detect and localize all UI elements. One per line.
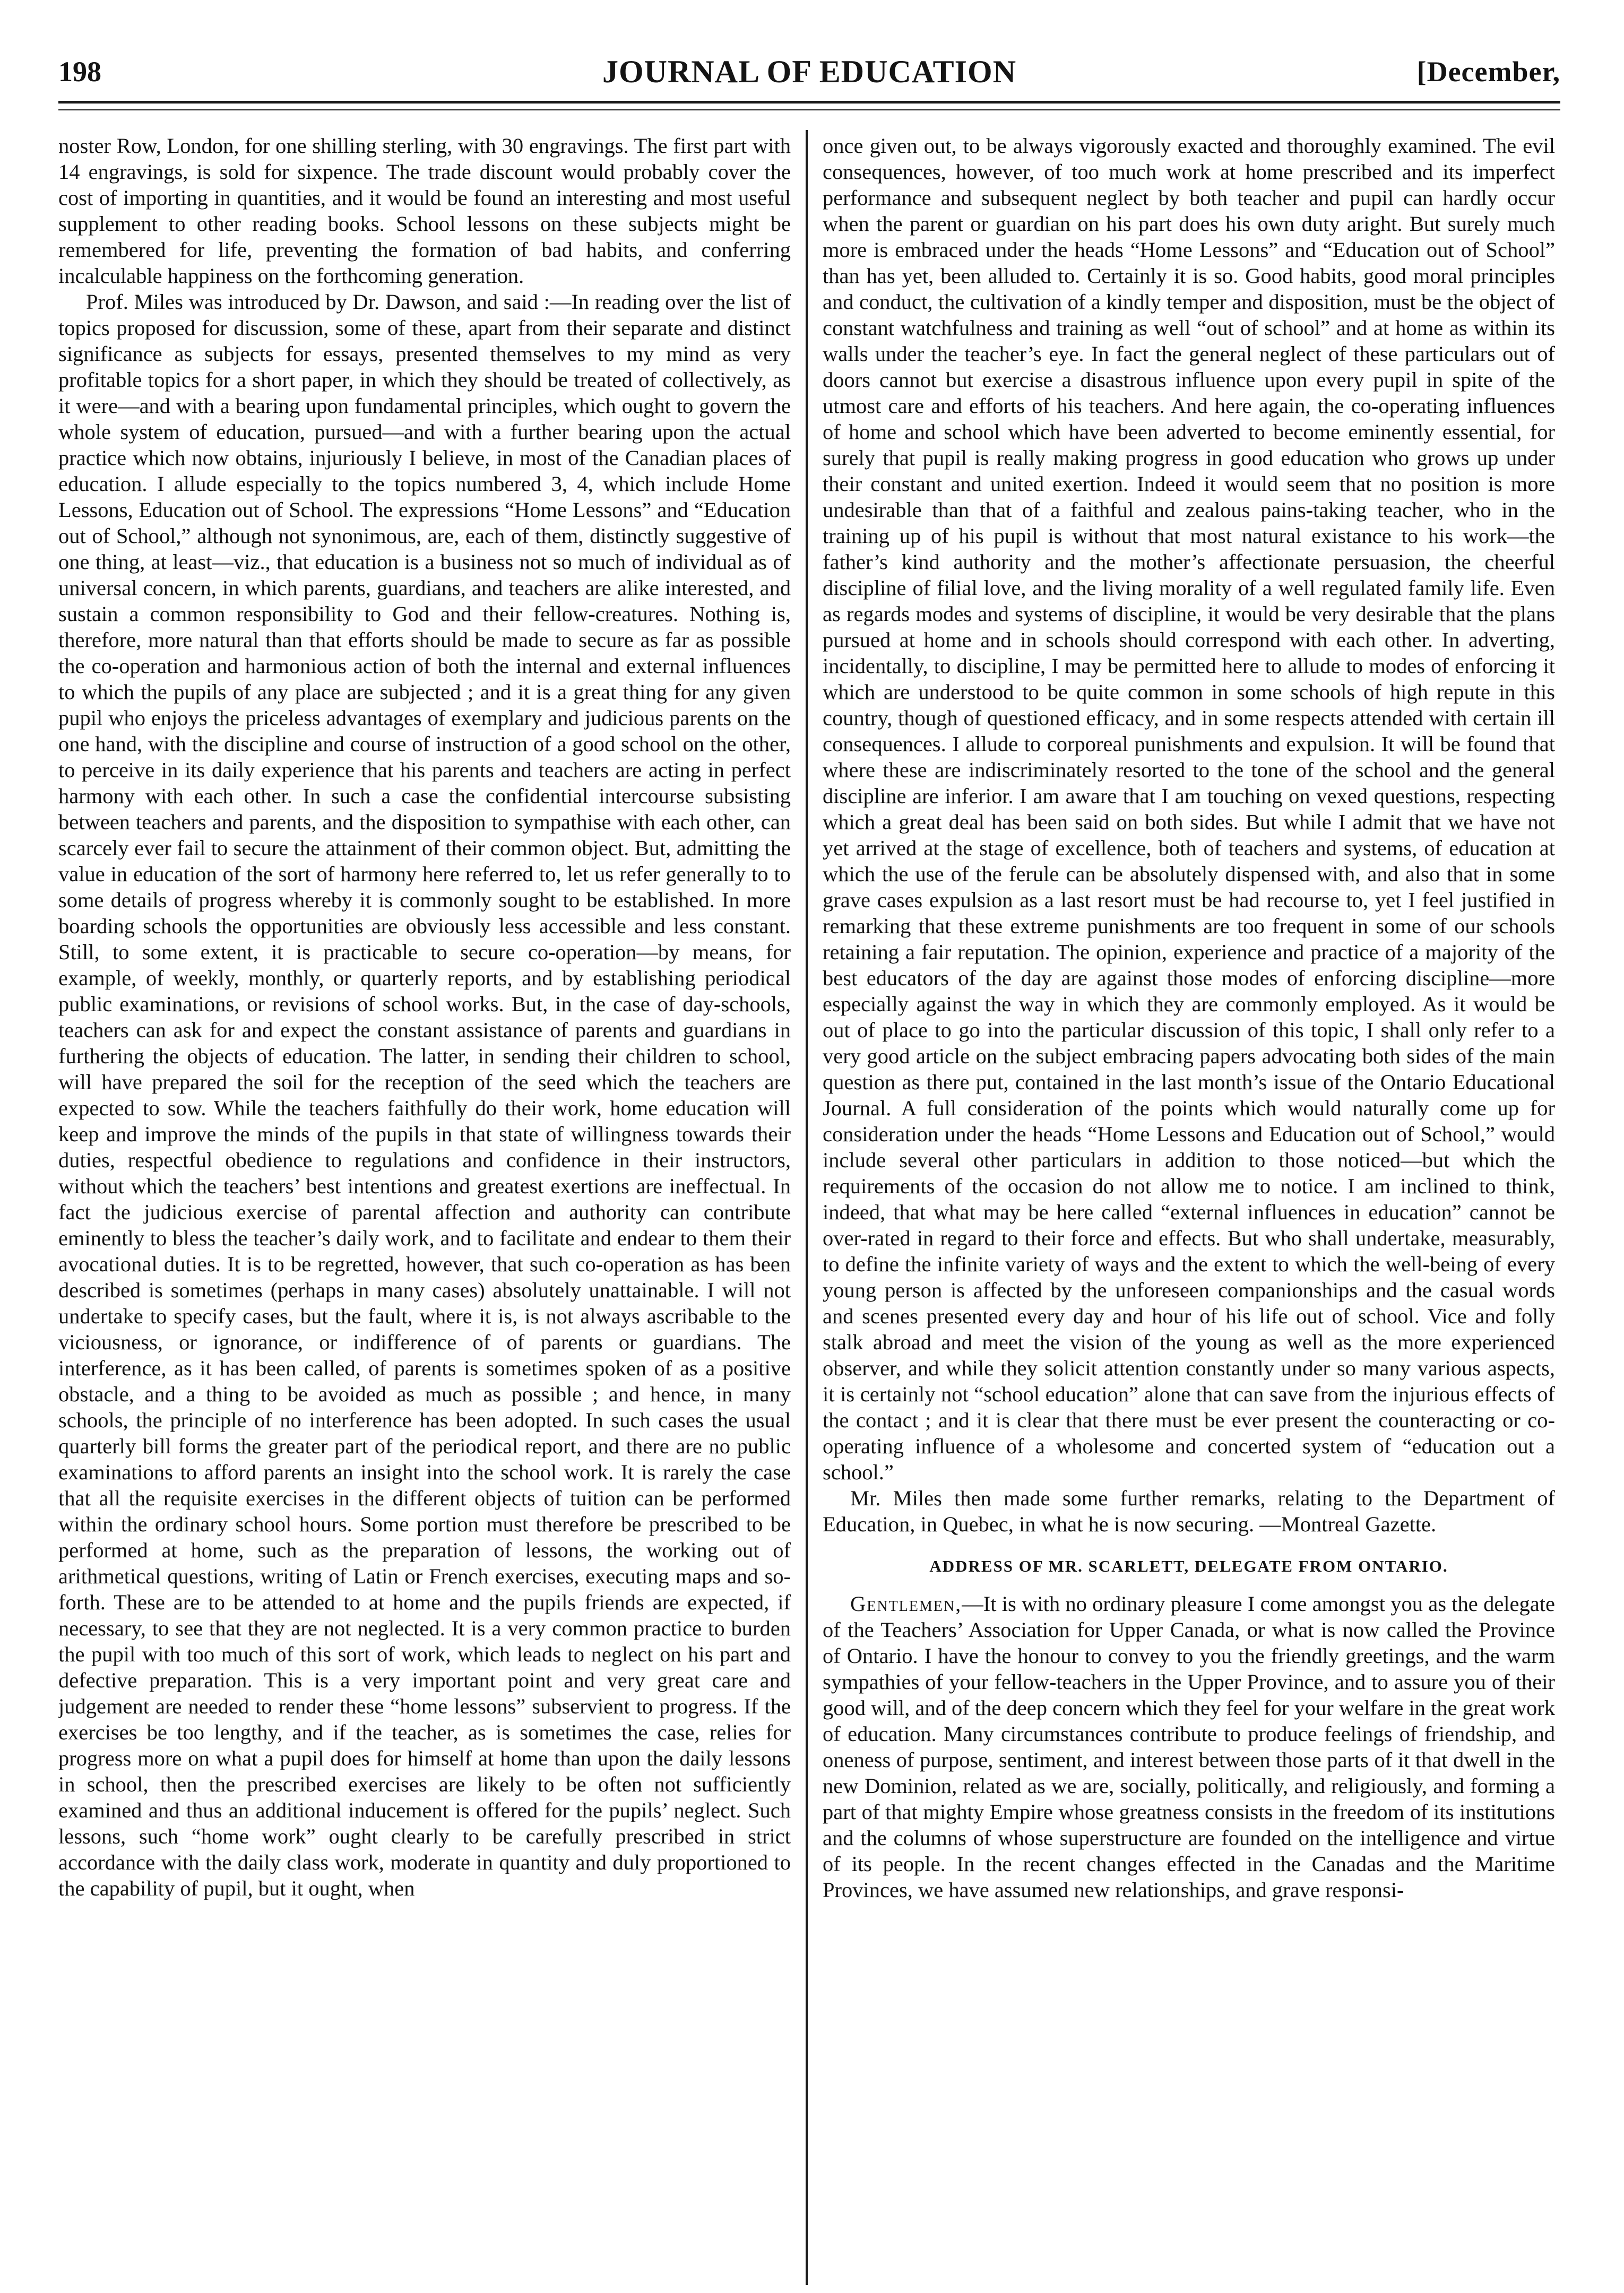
header-date: [December,	[1416, 56, 1560, 88]
page-number: 198	[58, 56, 101, 88]
header-rule-top	[58, 101, 1560, 104]
header-rule-bottom	[58, 109, 1560, 110]
right-paragraph-3-body: —It is with no ordinary pleasure I come amongst you as the delegate of the Teachers’ Association for Upper Canada, or what is now called the Province of Ontario. I have the honour to convey to you the friendly greetings, and the warm sympathies of your fellow-teachers in the Upper Province, and to assure you of their good will, and of the deep concern which they feel for your welfare in the great work of education. Many circumstances contribute to produce feelings of friendship, and oneness of purpose, sentiment, and interest between those parts of it that dwell in the new Dominion, related as we are, socially, politically, and religiously, and forming a part of that mighty Empire whose greatness consists in the freedom of its institutions and the columns of whose superstructure are founded on the intelligence and virtue of its people. In the recent changes effected in the Canadas and the Maritime Provinces, we have assumed new relationships, and grave responsi-	[823, 1592, 1555, 1902]
right-paragraph-1: once given out, to be always vigorously exacted and thoroughly examined. The evil consequences, however, of too much work at home prescribed and its imperfect performance and subsequent neglect by both teacher and pupil can hardly occur when the parent or guardian on his part does his own duty aright. But surely much more is embraced under the heads “Home Lessons” and “Education out of School” than has yet, been alluded to. Certainly it is so. Good habits, good moral principles and conduct, the cultivation of a kindly temper and disposition, must be the object of constant watchfulness and training as well “out of school” and at home as within its walls under the teacher’s eye. In fact the general neglect of these particulars out of doors cannot but exercise a disastrous influence upon every pupil in spite of the utmost care and efforts of his teachers. And here again, the co-operating influences of home and school which have been adverted to become eminently essential, for surely that pupil is really making progress in good education who grows up under their constant and united exertion. Indeed it would seem that no position is more undesirable than that of a faithful and zealous pains-taking teacher, who in the training up of his pupil is without that most natural existance to his work—the father’s kind authority and the mother’s affectionate persuasion, the cheerful discipline of filial love, and the living morality of a well regulated family life. Even as regards modes and systems of discipline, it would be very desirable that the plans pursued at home and in schools should correspond with each other. In adverting, incidentally, to discipline, I may be permitted here to allude to modes of enforcing it which are understood to be quite common in some schools of high repute in this country, though of questioned efficacy, and in some respects attended with certain ill consequences. I allude to corporeal punishments and expulsion. It will be found that where these are indiscriminately resorted to the tone of the school and the general discipline are inferior. I am aware that I am touching on vexed questions, respecting which a great deal has been said on both sides. But while I admit that we have not yet arrived at the stage of excellence, both of teachers and systems, of education at which the use of the ferule can be absolutely dispensed with, and also that in some grave cases expulsion as a last resort must be had recourse to, yet I feel justified in remarking that these extreme punishments are too frequent in some of our schools retaining a fair reputation. The opinion, experience and practice of a majority of the best educators of the day are against those modes of enforcing discipline—more especially against the way in which they are commonly employed. As it would be out of place to go into the particular discussion of this topic, I shall only refer to a very good article on the subject embracing papers advocating both sides of the main question as there put, contained in the last month’s issue of the Ontario Educational Journal. A full consideration of the points which would naturally come up for consideration under the heads “Home Lessons and Education out of School,” would include several other particulars in addition to those noticed—but which the requirements of the occasion do not allow me to notice. I am inclined to think, indeed, that what may be here called “external influences in education” cannot be over-rated in regard to their force and effects. But who shall undertake, measurably, to define the infinite variety of ways and the extent to which the well-being of every young person is affected by the unforeseen companionships and the casual words and scenes presented every day and hour of his life out of school. Vice and folly stalk abroad and meet the vision of the young as well as the more experienced observer, and while they solicit attention constantly under so many various aspects, it is certainly not “school education” alone that can save from the injurious effects of the contact ; and it is clear that there must be ever present the counteracting or co-operating influence of a wholesome and concerted system of “education out a school.”	[823, 134, 1555, 1484]
running-title: JOURNAL OF EDUCATION	[602, 54, 1017, 89]
left-column	[58, 133, 791, 2277]
section-heading: ADDRESS OF MR. SCARLETT, DELEGATE FROM ONTARIO.	[929, 1557, 1448, 1575]
right-column	[823, 133, 1555, 2277]
right-paragraph-2: Mr. Miles then made some further remarks, relating to the Department of Education, in Quebec, in what he is now securing. —Montreal Gazette.	[823, 1486, 1555, 1536]
page-header	[58, 50, 1560, 93]
left-paragraph-1: noster Row, London, for one shilling sterling, with 30 engravings. The first part with 14 engravings, is sold for sixpence. The trade discount would probably cover the cost of importing in quantities, and it would be found an interesting and most useful supplement to other reading books. School lessons on these subjects might be remembered for life, preventing the formation of bad habits, and conferring incalculable happiness on the forthcoming generation.	[58, 134, 791, 288]
left-paragraph-2: Prof. Miles was introduced by Dr. Dawson, and said :—In reading over the list of topics proposed for discussion, some of these, apart from their separate and distinct significance as subjects for essays, presented themselves to my mind as very profitable topics for a short paper, in which they should be treated of collectively, as it were—and with a bearing upon fundamental principles, which ought to govern the whole system of education, pursued—and with a further bearing upon the actual practice which now obtains, injuriously I believe, in most of the Canadian places of education. I allude especially to the topics numbered 3, 4, which include Home Lessons, Education out of School. The expressions “Home Lessons” and “Education out of School,” although not synonimous, are, each of them, distinctly suggestive of one thing, at least—viz., that education is a business not so much of individual as of universal concern, in which parents, guardians, and teachers are alike interested, and sustain a common responsibility to God and their fellow-creatures. Nothing is, therefore, more natural than that efforts should be made to secure as far as possible the co-operation and harmonious action of both the internal and external influences to which the pupils of any place are subjected ; and it is a great thing for any given pupil who enjoys the priceless advantages of exemplary and judicious parents on the one hand, with the discipline and course of instruction of a good school on the other, to perceive in its daily experience that his parents and teachers are acting in perfect harmony with each other. In such a case the confidential intercourse subsisting between teachers and parents, and the disposition to sympathise with each other, can scarcely ever fail to secure the attainment of their common object. But, admitting the value in education of the sort of harmony here referred to, let us refer generally to to some details of progress whereby it is commonly sought to be established. In more boarding schools the opportunities are obviously less accessible and less constant. Still, to some extent, it is practicable to secure co-operation—by means, for example, of weekly, monthly, or quarterly reports, and by establishing periodical public examinations, or revisions of school works. But, in the case of day-schools, teachers can ask for and expect the constant assistance of parents and guardians in furthering the objects of education. The latter, in sending their children to school, will have prepared the soil for the reception of the seed which the teachers are expected to sow. While the teachers faithfully do their work, home education will keep and improve the minds of the pupils in that state of willingness towards their duties, respectful obedience to regulations and confidence in their instructors, without which the teachers’ best intentions and greatest exertions are ineffectual. In fact the judicious exercise of parental affection and authority can contribute eminently to bless the teacher’s daily work, and to facilitate and endear to them their avocational duties. It is to be regretted, however, that such co-operation as has been described is sometimes (perhaps in many cases) absolutely unattainable. I will not undertake to specify cases, but the fault, where it is, is not always ascribable to the viciousness, or ignorance, or indifference of of parents or guardians. The interference, as it has been called, of parents is sometimes spoken of as a positive obstacle, and a thing to be avoided as much as possible ; and hence, in many schools, the principle of no interference has been adopted. In such cases the usual quarterly bill forms the greater part of the periodical report, and there are no public examinations to afford parents an insight into the school work. It is rarely the case that all the requisite exercises in the different objects of tuition can be performed within the ordinary school hours. Some portion must therefore be prescribed to be performed at home, such as the preparation of lessons, the working out of arithmetical questions, writing of Latin or French exercises, executing maps and so-forth. These are to be attended to at home and the pupils friends are expected, if necessary, to see that they are not neglected. It is a very common practice to burden the pupil with too much of this sort of work, which leads to neglect on his part and defective preparation. This is a very important point and very great care and judgement are needed to render these “home lessons” subservient to progress. If the exercises be too lengthy, and if the teacher, as is sometimes the case, relies for progress more on what a pupil does for himself at home than upon the daily lessons in school, then the prescribed exercises are likely to be often not sufficiently examined and thus an additional inducement is offered for the pupils’ neglect. Such lessons, such “home work” ought clearly to be carefully prescribed in strict accordance with the daily class work, moderate in quantity and duly proportioned to the capability of pupil, but it ought, when	[58, 290, 791, 1900]
right-paragraph-3	[823, 1591, 1555, 1903]
column-divider	[806, 130, 808, 2285]
salutation: Gentlemen,	[850, 1592, 962, 1616]
